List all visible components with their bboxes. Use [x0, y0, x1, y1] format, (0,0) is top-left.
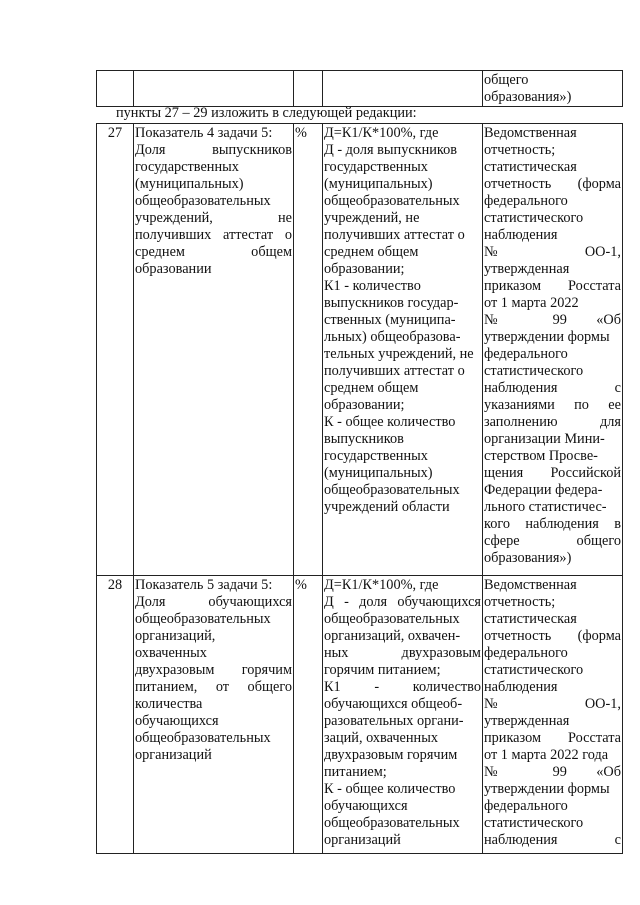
text-line: Д - доля выпускников — [324, 142, 458, 158]
table-row — [97, 124, 623, 576]
text-line: заполнению для — [484, 414, 621, 430]
text-line: статистического — [484, 210, 584, 226]
text-line: статистического — [484, 815, 584, 831]
text-line: К - общее количество — [324, 781, 456, 797]
text-line: разовательных органи- — [324, 713, 464, 729]
text-line: Показатель 5 задачи 5: — [135, 577, 273, 593]
text-line: Д=К1/К*100%, где — [324, 125, 439, 141]
text-line: обучающихся общеоб- — [324, 696, 463, 712]
number-cell — [97, 71, 134, 107]
text-line: образовании; — [324, 261, 405, 277]
row-number: 28 — [97, 576, 134, 854]
text-line: государственных — [135, 159, 239, 175]
text-line: № 99 «Об — [484, 312, 621, 328]
text-line: (муниципальных) — [324, 176, 433, 192]
text-line: приказом Росстата — [484, 730, 621, 746]
text-line: питанием, от общего — [135, 679, 292, 695]
text-line: К1 - количество — [324, 679, 481, 695]
table-row — [97, 71, 623, 107]
text-line: Ведомственная — [484, 125, 577, 141]
text-line: государственных — [324, 448, 428, 464]
text-line: льных) общеобразова- — [324, 329, 461, 345]
text-line: статистическая — [484, 159, 577, 175]
text-line: Показатель 4 задачи 5: — [135, 125, 273, 141]
formula-cell — [323, 71, 483, 107]
text-line: общеобразовательных — [324, 482, 460, 498]
formula-cell — [323, 576, 483, 854]
amendment-instruction: пункты 27 – 29 изложить в следующей редакции: — [116, 105, 417, 121]
text-line: К1 - количество — [324, 278, 421, 294]
text-line: отчетность; — [484, 142, 556, 158]
text-line: К - общее количество — [324, 414, 456, 430]
text-line: ственных (муниципа- — [324, 312, 456, 328]
text-line: учреждений, не — [324, 210, 420, 226]
text-line: организаций, охвачен- — [324, 628, 461, 644]
unit-cell: % — [294, 576, 323, 854]
unit-cell — [294, 71, 323, 107]
text-line: утвержденная — [484, 713, 570, 729]
text-line: получивших аттестат о — [324, 363, 465, 379]
text-line: утверждении формы — [484, 329, 610, 345]
text-line: количества — [135, 696, 203, 712]
text-line: Д - доля обучающихся — [324, 594, 481, 610]
text-line: отчетность (форма — [484, 628, 621, 644]
text-line: щения Российской — [484, 465, 621, 481]
text-line: выпускников — [324, 431, 404, 447]
indicator-name-cell — [134, 576, 294, 854]
indicator-name-cell — [134, 124, 294, 576]
source-cell — [483, 71, 623, 107]
text-line: № ОО-1, — [484, 244, 621, 260]
text-line: среднем общем — [135, 244, 292, 260]
text-line: утвержденная — [484, 261, 570, 277]
source-cell — [483, 124, 623, 576]
text-line: Доля выпускников — [135, 142, 292, 158]
text-line: горячим питанием; — [324, 662, 441, 678]
text-line: Доля обучающихся — [135, 594, 292, 610]
text-line: приказом Росстата — [484, 278, 621, 294]
text-line: охваченных — [135, 645, 207, 661]
text-line: федерального — [484, 798, 568, 814]
text-line: образования») — [484, 550, 572, 566]
text-line: учреждений, не — [135, 210, 292, 226]
name-cell — [134, 71, 294, 107]
text-line: общеобразовательных — [324, 815, 460, 831]
text-line: утверждении формы — [484, 781, 610, 797]
text-line: отчетность (форма — [484, 176, 621, 192]
text-line: наблюдения — [484, 679, 558, 695]
table-row — [97, 576, 623, 854]
text-line: № ОО-1, — [484, 696, 621, 712]
text-line: статистического — [484, 363, 584, 379]
text-line: общего — [484, 72, 529, 88]
text-line: организаций — [135, 747, 212, 763]
text-line: общеобразовательных — [135, 611, 271, 627]
text-line: Ведомственная — [484, 577, 577, 593]
text-line: получивших аттестат о — [324, 227, 465, 243]
row-number: 27 — [97, 124, 134, 576]
text-line: образования») — [484, 89, 572, 105]
formula-cell — [323, 124, 483, 576]
text-line: организаций, — [135, 628, 216, 644]
text-line: № 99 «Об — [484, 764, 621, 780]
text-line: выпускников государ- — [324, 295, 459, 311]
text-line: общеобразовательных — [135, 193, 271, 209]
text-line: государственных — [324, 159, 428, 175]
text-line: сфере общего — [484, 533, 621, 549]
text-line: организаций — [324, 832, 401, 848]
text-line: указаниями по ее — [484, 397, 621, 413]
text-line: наблюдения с — [484, 832, 621, 848]
text-line: ных двухразовым — [324, 645, 481, 661]
text-line: организации Мини- — [484, 431, 605, 447]
continuation-table — [96, 70, 623, 107]
text-line: отчетность; — [484, 594, 556, 610]
text-line: льного статистичес- — [484, 499, 607, 515]
text-line: Федерации федера- — [484, 482, 603, 498]
text-line: двухразовым горячим — [324, 747, 458, 763]
indicators-table — [96, 123, 623, 854]
text-line: статистического — [484, 662, 584, 678]
text-line: наблюдения с — [484, 380, 621, 396]
text-line: от 1 марта 2022 — [484, 295, 579, 311]
text-line: обучающихся — [135, 713, 219, 729]
text-line: федерального — [484, 346, 568, 362]
text-line: двухразовым горячим — [135, 662, 292, 678]
text-line: стерством Просве- — [484, 448, 598, 464]
unit-cell: % — [294, 124, 323, 576]
text-line: статистическая — [484, 611, 577, 627]
text-line: общеобразовательных — [324, 611, 460, 627]
text-line: среднем общем — [324, 380, 419, 396]
text-line: Д=К1/К*100%, где — [324, 577, 439, 593]
text-line: общеобразовательных — [324, 193, 460, 209]
text-line: федерального — [484, 645, 568, 661]
text-line: общеобразовательных — [135, 730, 271, 746]
text-line: наблюдения — [484, 227, 558, 243]
text-line: получивших аттестат о — [135, 227, 292, 243]
text-line: среднем общем — [324, 244, 419, 260]
text-line: тельных учреждений, не — [324, 346, 474, 362]
text-line: федерального — [484, 193, 568, 209]
text-line: заций, охваченных — [324, 730, 438, 746]
text-line: образовании; — [324, 397, 405, 413]
text-line: от 1 марта 2022 года — [484, 747, 609, 763]
text-line: (муниципальных) — [324, 465, 433, 481]
source-cell — [483, 576, 623, 854]
text-line: образовании — [135, 261, 212, 277]
text-line: обучающихся — [324, 798, 408, 814]
text-line: (муниципальных) — [135, 176, 244, 192]
text-line: кого наблюдения в — [484, 516, 621, 532]
text-line: учреждений области — [324, 499, 450, 515]
text-line: питанием; — [324, 764, 387, 780]
